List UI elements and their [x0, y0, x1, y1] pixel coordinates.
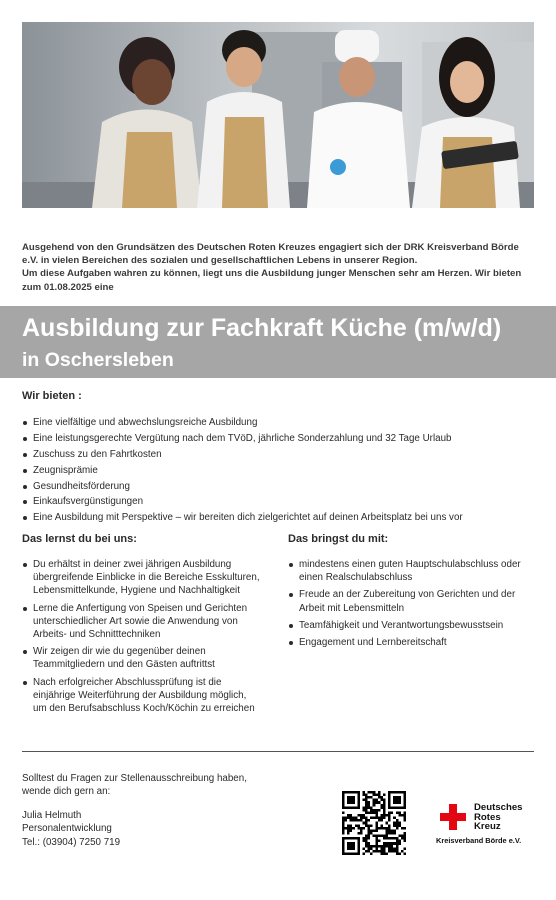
list-item: Zuschuss zu den Fahrtkosten [22, 448, 542, 464]
contact-name: Julia Helmuth [22, 810, 82, 821]
logo-wordmark [474, 803, 523, 832]
list-item: Freude an der Zubereitung von Gerichten und der Arbeit mit Lebensmitteln [288, 588, 536, 614]
contact-question [22, 772, 247, 799]
contact-question-line-1: Solltest du Fragen zur Stellenausschreibung haben, [22, 773, 247, 784]
intro-text [22, 241, 522, 294]
divider [22, 751, 534, 752]
job-title: Ausbildung zur Fachkraft Küche (m/w/d) [22, 314, 502, 342]
job-location: in Oschersleben [22, 349, 174, 371]
offers-list [22, 416, 542, 527]
list-item: Zeugnisprämie [22, 464, 542, 480]
kitchen-team-photo [22, 22, 534, 208]
list-item: Eine vielfältige und abwechslungsreiche Ausbildung [22, 416, 542, 432]
list-item: Eine leistungsgerechte Vergütung nach dem TVöD, jährliche Sonderzahlung und 32 Tage Urlaub [22, 432, 542, 448]
drk-logo [436, 802, 536, 846]
offers-heading: Wir bieten : [22, 390, 82, 402]
list-item: Engagement und Lernbereitschaft [288, 636, 536, 649]
logo-line-2: Rotes [474, 811, 501, 823]
list-item: Einkaufsvergünstigungen [22, 495, 542, 511]
learn-list [22, 558, 262, 719]
contact-phone[interactable]: Tel.: (03904) 7250 719 [22, 836, 121, 848]
logo-subline: Kreisverband Börde e.V. [436, 836, 522, 845]
bring-list [288, 558, 536, 653]
contact-role: Personalentwicklung [22, 823, 112, 835]
list-item: Lerne die Anfertigung von Speisen und Gerichten unterschiedlicher Art sowie die Anwendung von Arbeits- und Schnitttechniken [22, 602, 262, 642]
list-item: Gesundheitsförderung [22, 480, 542, 496]
learn-heading: Das lernst du bei uns: [22, 533, 137, 545]
list-item: Eine Ausbildung mit Perspektive – wir bereiten dich zielgerichtet auf deinen Arbeitsplatz bei uns vor [22, 511, 542, 527]
intro-paragraph-2: Um diese Aufgaben wahren zu können, liegt uns die Ausbildung junger Menschen sehr am Herzen. Wir bieten zum 01.08.2025 eine [22, 268, 522, 293]
list-item: Du erhältst in deiner zwei jährigen Ausbildung übergreifende Einblicke in die Bereiche Esskulturen, Lebensmittelkunde, Hygiene und Nachhaltigkeit [22, 558, 262, 598]
list-item: Nach erfolgreicher Abschlussprüfung ist die einjährige Weiterführung der Ausbildung möglich, um den Berufsabschluss Koch/Köchin zu erreichen [22, 676, 262, 716]
bring-heading: Das bringst du mit: [288, 533, 389, 545]
logo-line-3: Kreuz [474, 821, 501, 833]
list-item: Teamfähigkeit und Verantwortungsbewusstsein [288, 619, 536, 632]
list-item: mindestens einen guten Hauptschulabschluss oder einen Realschulabschluss [288, 558, 536, 584]
title-banner [0, 306, 556, 378]
contact-person [22, 809, 120, 849]
red-cross-icon [440, 804, 466, 830]
logo-line-1: Deutsches [474, 802, 523, 813]
intro-paragraph-1: Ausgehend von den Grundsätzen des Deutschen Roten Kreuzes engagiert sich der DRK Kreisverband Börde e.V. in vielen Bereichen des sozialen und gesellschaftlichen Lebens in unserer Region. [22, 242, 519, 267]
qr-code-icon[interactable] [342, 791, 406, 855]
contact-question-line-2: wende dich gern an: [22, 786, 111, 798]
list-item: Wir zeigen dir wie du gegenüber deinen Teammitgliedern und den Gästen auftrittst [22, 645, 262, 671]
